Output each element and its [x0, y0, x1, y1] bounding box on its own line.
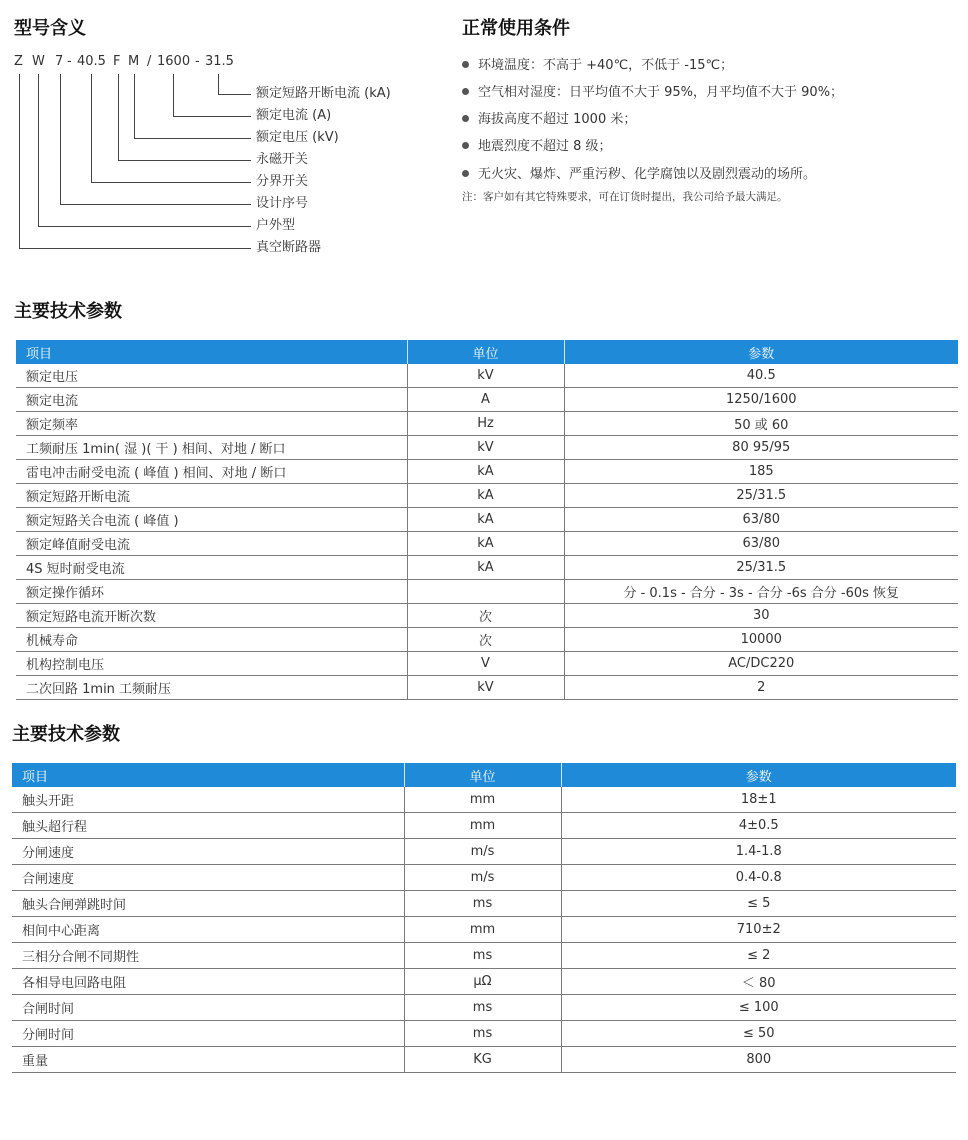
cell-param: 50 或 60: [564, 412, 958, 436]
spec-table-2: [12, 763, 956, 1073]
condition-text: 环境温度：不高于 +40℃，不低于 -15℃；: [478, 58, 734, 73]
cell-param: ＜ 80: [561, 969, 956, 995]
code-part: M: [128, 54, 140, 69]
code-part: 7: [55, 54, 64, 69]
cell-param: 40.5: [564, 364, 958, 388]
cell-unit: [407, 580, 564, 604]
table-row: [12, 839, 956, 865]
cell-unit: m/s: [404, 839, 561, 865]
table-row: [16, 364, 958, 388]
table-row: [16, 556, 958, 580]
conditions-title: 正常使用条件: [462, 18, 570, 39]
meaning-outdoor: 户外型: [256, 218, 296, 233]
code-part: 31.5: [205, 54, 234, 69]
cell-param: 30: [564, 604, 958, 628]
condition-text: 地震烈度不超过 8 级；: [478, 139, 612, 154]
cell-param: ≤ 5: [561, 891, 956, 917]
cell-unit: mm: [404, 813, 561, 839]
cell-param: 710±2: [561, 917, 956, 943]
cell-unit: ms: [404, 995, 561, 1021]
header-unit: 单位: [404, 763, 561, 787]
meaning-design-serial: 设计序号: [256, 196, 309, 211]
table-row: [16, 508, 958, 532]
table-row: [16, 436, 958, 460]
condition-item: [462, 135, 612, 154]
table-row: [16, 604, 958, 628]
cell-unit: kA: [407, 532, 564, 556]
cell-item: 触头开距: [12, 787, 404, 813]
meaning-breaking-current: 额定短路开断电流 (kA): [256, 86, 391, 101]
code-part: 1600: [157, 54, 191, 69]
table-row: [12, 813, 956, 839]
table-row: [12, 891, 956, 917]
header-item: 项目: [16, 340, 407, 364]
cell-param: 0.4-0.8: [561, 865, 956, 891]
meaning-rated-current: 额定电流 (A): [256, 108, 332, 123]
cell-unit: A: [407, 388, 564, 412]
cell-param: AC/DC220: [564, 652, 958, 676]
condition-item: [462, 81, 843, 100]
cell-param: 80 95/95: [564, 436, 958, 460]
cell-unit: 次: [407, 604, 564, 628]
header-param: 参数: [564, 340, 958, 364]
cell-item: 机构控制电压: [16, 652, 407, 676]
model-title: 型号含义: [14, 18, 86, 39]
table-row: [12, 995, 956, 1021]
cell-item: 额定峰值耐受电流: [16, 532, 407, 556]
cell-unit: mm: [404, 917, 561, 943]
table-row: [16, 580, 958, 604]
cell-item: 合闸速度: [12, 865, 404, 891]
code-part: /: [147, 54, 152, 69]
table-header-row: [12, 763, 956, 787]
cell-unit: kA: [407, 556, 564, 580]
condition-item: [462, 54, 733, 73]
cell-item: 触头超行程: [12, 813, 404, 839]
cell-item: 雷电冲击耐受电流 ( 峰值 ) 相间、对地 / 断口: [16, 460, 407, 484]
cell-unit: kA: [407, 460, 564, 484]
header-unit: 单位: [407, 340, 564, 364]
table-row: [16, 484, 958, 508]
cell-unit: kA: [407, 508, 564, 532]
cell-unit: ms: [404, 943, 561, 969]
cell-item: 合闸时间: [12, 995, 404, 1021]
cell-item: 额定操作循环: [16, 580, 407, 604]
table-row: [12, 865, 956, 891]
table-row: [12, 943, 956, 969]
cell-item: 触头合闸弹跳时间: [12, 891, 404, 917]
cell-item: 工频耐压 1min( 湿 )( 干 ) 相间、对地 / 断口: [16, 436, 407, 460]
cell-param: 63/80: [564, 508, 958, 532]
header-param: 参数: [561, 763, 956, 787]
cell-unit: V: [407, 652, 564, 676]
bullet-icon: [462, 88, 469, 95]
cell-param: 1.4-1.8: [561, 839, 956, 865]
cell-param: 25/31.5: [564, 484, 958, 508]
cell-param: 10000: [564, 628, 958, 652]
table-header-row: [16, 340, 958, 364]
table1-body: [16, 364, 958, 700]
code-part: -: [67, 54, 72, 69]
cell-unit: m/s: [404, 865, 561, 891]
table-row: [16, 412, 958, 436]
cell-unit: Hz: [407, 412, 564, 436]
cell-item: 分闸速度: [12, 839, 404, 865]
table-row: [16, 628, 958, 652]
code-part: W: [32, 54, 45, 69]
cell-param: 1250/1600: [564, 388, 958, 412]
table-row: [12, 917, 956, 943]
cell-unit: 次: [407, 628, 564, 652]
meaning-rated-voltage: 额定电压 (kV): [256, 130, 339, 145]
cell-unit: ms: [404, 1021, 561, 1047]
table2-title: 主要技术参数: [12, 724, 120, 745]
cell-item: 各相导电回路电阻: [12, 969, 404, 995]
spec-table-1: [16, 340, 958, 700]
table-row: [16, 388, 958, 412]
cell-unit: KG: [404, 1047, 561, 1073]
condition-item: [462, 108, 636, 127]
cell-unit: μΩ: [404, 969, 561, 995]
cell-item: 额定短路关合电流 ( 峰值 ): [16, 508, 407, 532]
cell-item: 分闸时间: [12, 1021, 404, 1047]
cell-param: 2: [564, 676, 958, 700]
cell-unit: kV: [407, 436, 564, 460]
cell-param: 18±1: [561, 787, 956, 813]
meaning-boundary-switch: 分界开关: [256, 174, 309, 189]
cell-unit: kA: [407, 484, 564, 508]
table1-title: 主要技术参数: [14, 301, 122, 322]
cell-param: 800: [561, 1047, 956, 1073]
cell-unit: mm: [404, 787, 561, 813]
cell-item: 额定短路电流开断次数: [16, 604, 407, 628]
bullet-icon: [462, 61, 469, 68]
table-row: [16, 652, 958, 676]
cell-item: 相间中心距离: [12, 917, 404, 943]
cell-param: 63/80: [564, 532, 958, 556]
cell-item: 4S 短时耐受电流: [16, 556, 407, 580]
cell-unit: ms: [404, 891, 561, 917]
table-row: [16, 532, 958, 556]
header-item: 项目: [12, 763, 404, 787]
cell-param: ≤ 50: [561, 1021, 956, 1047]
code-part: Z: [14, 54, 23, 69]
bullet-icon: [462, 142, 469, 149]
table-row: [12, 1047, 956, 1073]
code-part: 40.5: [77, 54, 106, 69]
cell-item: 额定频率: [16, 412, 407, 436]
condition-text: 海拔高度不超过 1000 米；: [478, 112, 637, 127]
cell-item: 三相分合闸不同期性: [12, 943, 404, 969]
cell-item: 额定电流: [16, 388, 407, 412]
table-row: [16, 676, 958, 700]
cell-param: ≤ 100: [561, 995, 956, 1021]
cell-param: 分 - 0.1s - 合分 - 3s - 合分 -6s 合分 -60s 恢复: [564, 580, 958, 604]
cell-param: 25/31.5: [564, 556, 958, 580]
code-part: -: [195, 54, 200, 69]
bullet-icon: [462, 170, 469, 177]
cell-param: ≤ 2: [561, 943, 956, 969]
condition-text: 空气相对湿度：日平均值不大于 95%，月平均值不大于 90%；: [478, 85, 844, 100]
cell-item: 机械寿命: [16, 628, 407, 652]
code-part: F: [113, 54, 121, 69]
table-row: [16, 460, 958, 484]
meaning-vacuum-breaker: 真空断路器: [256, 240, 322, 255]
cell-item: 额定短路开断电流: [16, 484, 407, 508]
table-row: [12, 969, 956, 995]
conditions-note: 注：客户如有其它特殊要求，可在订货时提出，我公司给予最大满足。: [462, 191, 788, 203]
cell-unit: kV: [407, 676, 564, 700]
bullet-icon: [462, 115, 469, 122]
cell-param: 4±0.5: [561, 813, 956, 839]
condition-text: 无火灾、爆炸、严重污秽、化学腐蚀以及剧烈震动的场所。: [478, 167, 817, 182]
cell-unit: kV: [407, 364, 564, 388]
cell-item: 重量: [12, 1047, 404, 1073]
meaning-permanent-magnet: 永磁开关: [256, 152, 309, 167]
table-row: [12, 787, 956, 813]
cell-item: 额定电压: [16, 364, 407, 388]
condition-item: [462, 163, 816, 182]
table-row: [12, 1021, 956, 1047]
cell-item: 二次回路 1min 工频耐压: [16, 676, 407, 700]
table2-body: [12, 787, 956, 1073]
cell-param: 185: [564, 460, 958, 484]
